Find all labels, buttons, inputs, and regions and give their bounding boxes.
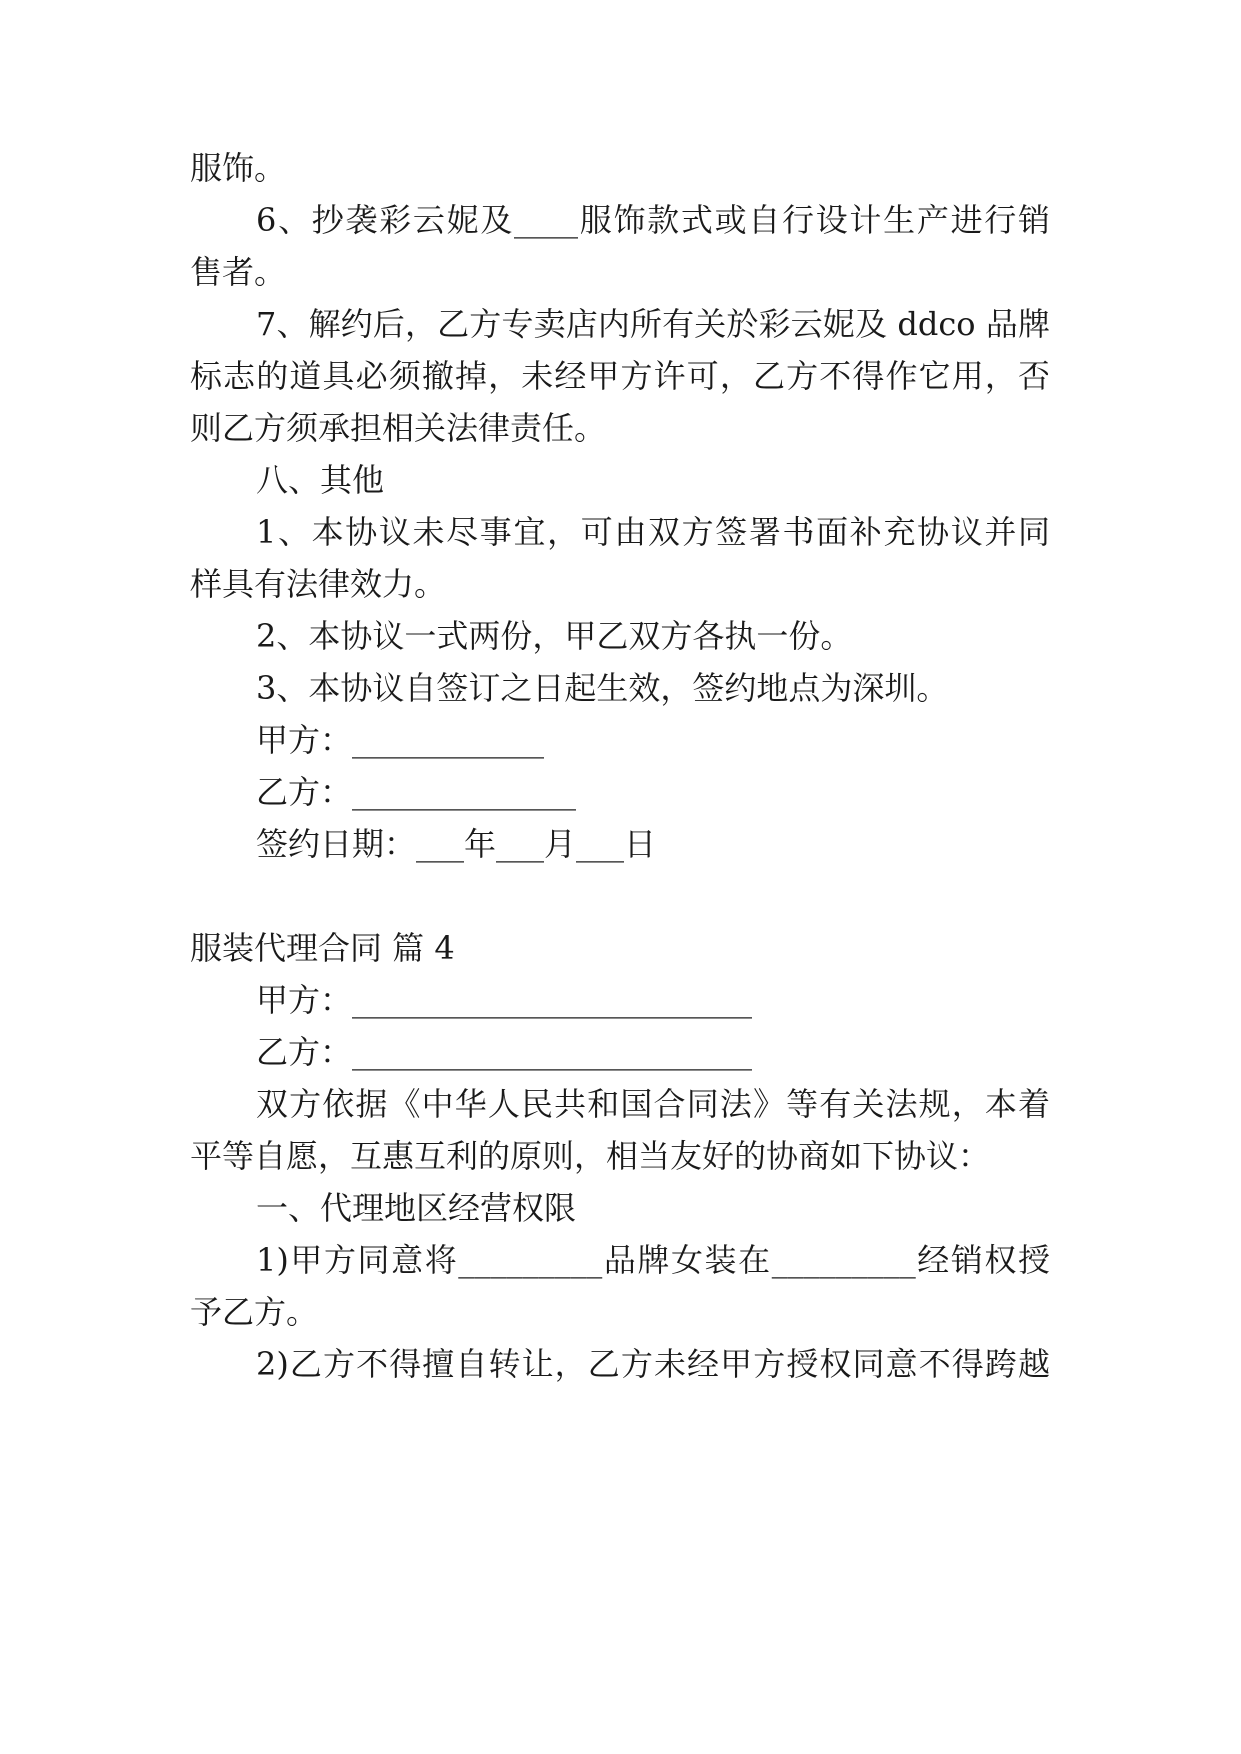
contract-title: 服装代理合同 篇 4 [190,929,455,967]
text-line: 3、本协议自签订之日起生效，签约地点为深圳。 [256,669,949,707]
text-line: 售者。 [190,253,287,291]
text-line: 平等自愿，互惠互利的原则，相当友好的协商如下协议： [190,1137,991,1175]
text-line: 2)乙方不得擅自转让，乙方未经甲方授权同意不得跨越 [256,1345,1050,1383]
text-line: 6、抄袭彩云妮及____服饰款式或自行设计生产进行销 [256,201,1050,239]
text-line: 样具有法律效力。 [190,565,447,603]
text-line: 予乙方。 [190,1293,319,1331]
section-heading: 一、代理地区经营权限 [256,1189,577,1227]
text-line: 2、本协议一式两份，甲乙双方各执一份。 [256,617,853,655]
text-line: 双方依据《中华人民共和国合同法》等有关法规，本着 [256,1085,1050,1123]
text-line: 则乙方须承担相关法律责任。 [190,409,607,447]
party-a-line: 甲方：_________________________ [256,981,753,1019]
text-line: 标志的道具必须撤掉，未经甲方许可，乙方不得作它用，否 [190,357,1050,395]
text-line: 7、解约后，乙方专卖店内所有关於彩云妮及 ddco 品牌 [256,305,1050,343]
section-heading: 八、其他 [256,461,385,499]
party-b-line: 乙方：_________________________ [256,1033,753,1071]
text-line: 1、本协议未尽事宜，可由双方签署书面补充协议并同 [256,513,1050,551]
signing-date: 签约日期：___年___月___日 [256,825,657,863]
text-line: 1)甲方同意将_________品牌女装在_________经销权授 [256,1241,1050,1279]
text-line: 服饰。 [190,149,287,187]
signature-party-a: 甲方：____________ [256,721,545,759]
signature-party-b: 乙方：______________ [256,773,577,811]
